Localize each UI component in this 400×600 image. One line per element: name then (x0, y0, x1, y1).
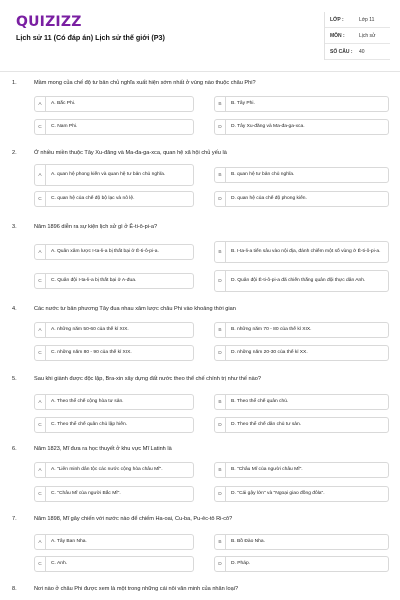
option-letter: C (35, 120, 46, 134)
option-text: B. "Châu Mĩ của người châu Mĩ". (231, 466, 303, 472)
option-b[interactable] (214, 167, 389, 183)
question-text: Năm 1896 diễn ra sự kiện lịch sử gì ở Ê-ti-ô-pi-a? (34, 224, 158, 230)
option-text: C. Quân đội I-ta-li-a bị thất bại ở A-đua. (51, 277, 137, 283)
question-number: 8. (12, 586, 17, 592)
header-divider (0, 71, 400, 72)
option-a[interactable] (34, 322, 194, 338)
option-letter: C (35, 557, 46, 571)
option-b[interactable] (214, 241, 389, 263)
page-title: Lịch sử 11 (Có đáp án) Lịch sử thế giới (P3) (16, 33, 165, 42)
option-d[interactable] (214, 270, 389, 292)
option-letter: A (35, 395, 46, 409)
question-text: Các nước tư bản phương Tây đua nhau xâm lược châu Phi vào khoảng thời gian (34, 306, 236, 312)
option-c[interactable] (34, 345, 194, 361)
option-text: D. Quân đội Ê-ti-ô-pi-a đã chiến thắng quân đội thực dân Anh. (231, 277, 366, 283)
question-number: 6. (12, 446, 17, 452)
option-text: B. những năm 70 - 80 của thế kỉ XIX. (231, 326, 312, 332)
option-c[interactable] (34, 417, 194, 433)
option-text: D. Theo thể chế dân chủ tư sản. (231, 421, 302, 427)
question-number: 3. (12, 224, 17, 230)
option-text: C. Nam Phi. (51, 123, 78, 129)
option-text: A. "Liên minh dân tộc các nước cộng hòa châu Mĩ". (51, 466, 163, 472)
option-text: A. quan hệ phong kiến và quan hệ tư bản chủ nghĩa. (51, 171, 166, 177)
option-letter: C (35, 346, 46, 360)
question-number: 2. (12, 150, 17, 156)
option-letter: B (215, 168, 226, 182)
option-text: C. Anh. (51, 560, 68, 566)
option-text: C. "Châu Mĩ của người Bắc Mĩ". (51, 490, 121, 496)
option-c[interactable] (34, 486, 194, 502)
option-a[interactable] (34, 462, 194, 478)
option-d[interactable] (214, 119, 389, 135)
option-text: A. Tây Ban Nha. (51, 538, 87, 544)
document-header (0, 0, 400, 72)
option-letter: A (35, 245, 46, 259)
option-letter: D (215, 418, 226, 432)
option-text: A. Bắc Phi. (51, 100, 76, 106)
option-c[interactable] (34, 273, 194, 289)
option-text: B. I-ta-li-a tiến sâu vào nội địa, đánh chiếm một số vùng ở Ê-ti-ô-pi-a. (231, 248, 381, 254)
option-text: D. những năm 20-30 của thế kỉ XX. (231, 349, 308, 355)
meta-value: Lịch sử (359, 32, 376, 39)
question-number: 4. (12, 306, 17, 312)
option-letter: B (215, 242, 226, 262)
option-letter: C (35, 487, 46, 501)
option-text: A. Quân xâm lược I-ta-li-a bị thất bại ở Ê-ti-ô-pi-a. (51, 248, 159, 254)
option-letter: D (215, 120, 226, 134)
option-letter: A (35, 463, 46, 477)
option-text: B. Theo thể chế quân chủ. (231, 398, 289, 404)
question-text: Năm 1898, Mĩ gây chiến với nước nào để chiếm Ha-oai, Cu-ba, Pu-ẻc-tô Ri-cô? (34, 516, 233, 522)
option-b[interactable] (214, 462, 389, 478)
question-number: 7. (12, 516, 17, 522)
option-text: D. "Cái gậy lớn" và "Ngoại giao đồng đôla". (231, 490, 325, 496)
option-letter: B (215, 323, 226, 337)
option-d[interactable] (214, 417, 389, 433)
option-a[interactable] (34, 96, 194, 112)
option-letter: D (215, 346, 226, 360)
question-text: Ở nhiều miền thuộc Tây Xu-đăng và Ma-đa-ga-xca, quan hệ xã hội chủ yếu là (34, 150, 227, 156)
meta-table (324, 12, 390, 60)
option-text: B. Tây Phi. (231, 100, 255, 106)
meta-row-subject (325, 28, 390, 44)
option-letter: A (35, 323, 46, 337)
option-letter: A (35, 165, 46, 185)
option-letter: D (215, 487, 226, 501)
meta-value: Lớp 11 (359, 16, 375, 23)
meta-row-question-count (325, 44, 390, 60)
option-letter: D (215, 557, 226, 571)
option-d[interactable] (214, 345, 389, 361)
option-a[interactable] (34, 534, 194, 550)
option-a[interactable] (34, 244, 194, 260)
option-b[interactable] (214, 394, 389, 410)
option-letter: B (215, 97, 226, 111)
option-letter: C (35, 274, 46, 288)
question-text: Nơi nào ở châu Phi được xem là một trong những cái nôi văn minh của nhân loại? (34, 586, 239, 592)
quizizz-logo: QUIZIZZ (16, 14, 82, 30)
option-a[interactable] (34, 164, 194, 186)
option-text: C. Theo thể chế quân chủ lập hiến. (51, 421, 128, 427)
option-d[interactable] (214, 191, 389, 207)
meta-row-class (325, 12, 390, 28)
meta-value: 40 (359, 48, 365, 55)
option-letter: A (35, 97, 46, 111)
option-letter: B (215, 535, 226, 549)
option-text: D. Tây Xu-đăng và Ma-đa-ga-xca. (231, 123, 305, 129)
option-text: D. quan hệ của chế độ phong kiến. (231, 195, 307, 201)
option-text: D. Pháp. (231, 560, 251, 566)
question-text: Năm 1823, Mĩ đưa ra học thuyết ở khu vực Mĩ Latinh là (34, 446, 172, 452)
option-letter: A (35, 535, 46, 549)
option-c[interactable] (34, 556, 194, 572)
option-letter: D (215, 192, 226, 206)
option-b[interactable] (214, 534, 389, 550)
option-letter: C (35, 192, 46, 206)
option-b[interactable] (214, 96, 389, 112)
option-c[interactable] (34, 119, 194, 135)
option-c[interactable] (34, 191, 194, 207)
option-text: C. những năm 80 - 90 của thế kỉ XIX. (51, 349, 132, 355)
option-a[interactable] (34, 394, 194, 410)
meta-key: MÔN : (330, 32, 345, 39)
option-d[interactable] (214, 486, 389, 502)
option-letter: B (215, 395, 226, 409)
question-number: 1. (12, 80, 17, 86)
option-letter: B (215, 463, 226, 477)
option-text: C. quan hệ của chế độ bộ lạc và nô lệ. (51, 195, 135, 201)
question-text: Sau khi giành được độc lập, Bra-xin xây dựng đất nước theo thể chế chính trị như thế nào? (34, 376, 261, 382)
option-d[interactable] (214, 556, 389, 572)
option-letter: C (35, 418, 46, 432)
option-text: B. quan hệ tư bản chủ nghĩa. (231, 171, 295, 177)
option-letter: D (215, 271, 226, 291)
option-text: A. Theo thể chế cộng hòa tư sản. (51, 398, 124, 404)
question-number: 5. (12, 376, 17, 382)
question-text: Mầm mong của chế độ tư bản chủ nghĩa xuất hiện sớm nhất ở vùng nào thuộc châu Phi? (34, 80, 256, 86)
meta-key: LỚP : (330, 16, 344, 23)
option-text: B. Bồ Đào Nha. (231, 538, 265, 544)
meta-key: SỐ CÂU : (330, 48, 353, 55)
option-text: A. những năm 50-60 của thế kỉ XIX. (51, 326, 129, 332)
option-b[interactable] (214, 322, 389, 338)
